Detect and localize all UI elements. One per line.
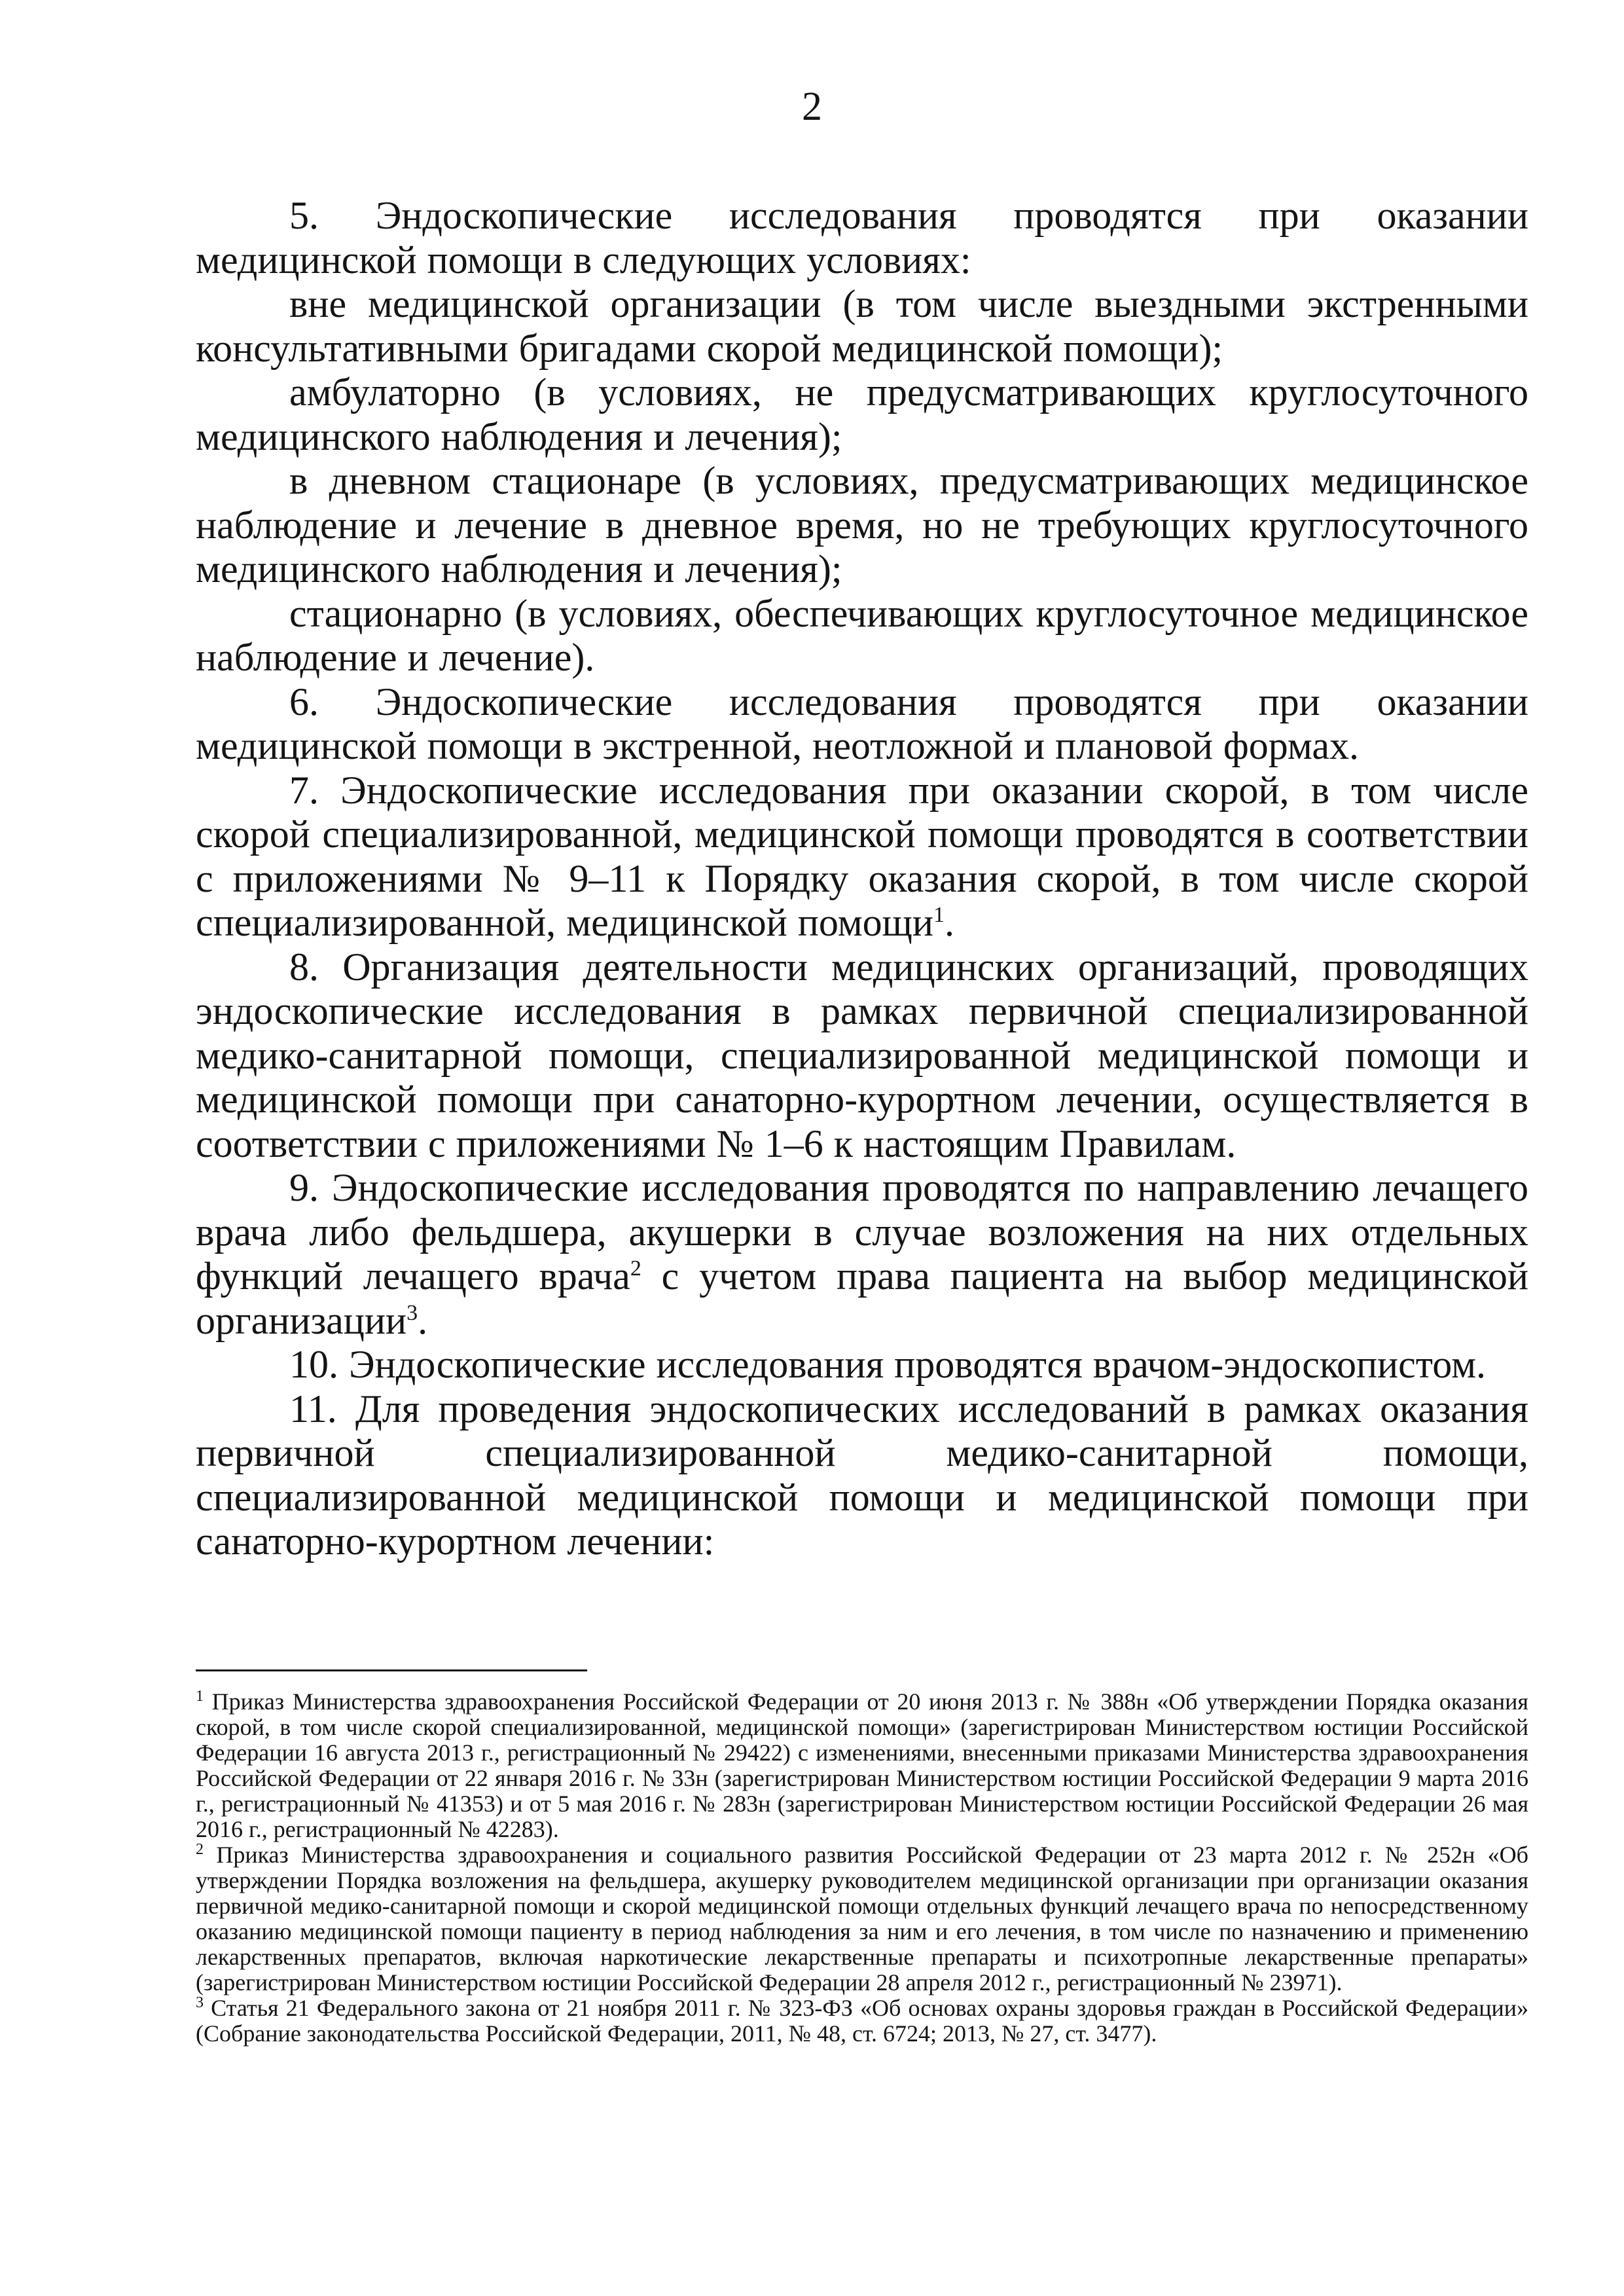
footnote-separator xyxy=(196,1669,587,1671)
paragraph-text: 10. Эндоскопические исследования проводятся врачом-эндоскопистом. xyxy=(289,1343,1487,1386)
paragraph-10 xyxy=(196,1343,1528,1387)
page-number: 2 xyxy=(802,84,822,129)
footnotes xyxy=(196,1689,1528,2047)
paragraph-text: 7. Эндоскопические исследования при оказании скорой, в том числе скорой специализированной, медицинской помощи проводятся в соответствии с приложениями № 9–11 к Порядку оказания скорой, в том числе скорой специализированной, медицинской помощи xyxy=(196,768,1528,944)
paragraph-text: амбулаторно (в условиях, не предусматривающих круглосуточного медицинского наблюдения и лечения); xyxy=(196,371,1528,458)
paragraph-7 xyxy=(196,769,1528,945)
paragraph-text: 9. Эндоскопические исследования проводятся по направлению лечащего врача либо фельдшера, акушерки в случае возложения на них отдельных функций лечащего врача xyxy=(196,1166,1528,1298)
footnote-text: Приказ Министерства здравоохранения Российской Федерации от 20 июня 2013 г. № 388н «Об утверждении Порядка оказания скорой, в том числе скорой специализированной, медицинской помощи» (зарегистрирован Министерством юстиции Российской Федерации 16 августа 2013 г., регистрационный № 29422) с изменениями, внесенными приказами Министерства здравоохранения Российской Федерации от 22 января 2016 г. № 33н (зарегистрирован Министерством юстиции Российской Федерации 9 марта 2016 г., регистрационный № 41353) и от 5 мая 2016 г. № 283н (зарегистрирован Министерством юстиции Российской Федерации 26 мая 2016 г., регистрационный № 42283). xyxy=(196,1688,1528,1842)
footnote-text: Статья 21 Федерального закона от 21 ноября 2011 г. № 323-ФЗ «Об основах охраны здоровья граждан в Российской Федерации» (Собрание законодательства Российской Федерации, 2011, № 48, ст. 6724; 2013, № 27, ст. 3477). xyxy=(196,1995,1528,2047)
footnote-3 xyxy=(196,1995,1528,2047)
paragraph-text: стационарно (в условиях, обеспечивающих круглосуточное медицинское наблюдение и лечение). xyxy=(196,591,1528,679)
main-text xyxy=(196,194,1528,1564)
footnote-mark: 1 xyxy=(196,1688,204,1705)
footnote-2 xyxy=(196,1842,1528,1995)
condition-inpatient xyxy=(196,592,1528,680)
paragraph-11 xyxy=(196,1387,1528,1564)
footnote-ref-1: 1 xyxy=(933,903,945,927)
paragraph-5 xyxy=(196,194,1528,282)
paragraph-tail: . xyxy=(944,901,954,944)
footnote-ref-3: 3 xyxy=(406,1300,418,1325)
footnote-ref-2: 2 xyxy=(630,1256,641,1281)
paragraph-6 xyxy=(196,680,1528,769)
paragraph-text: 11. Для проведения эндоскопических исследований в рамках оказания первичной специализированной медико-санитарной помощи, специализированной медицинской помощи и медицинской помощи при санаторно-курортном лечении: xyxy=(196,1387,1528,1563)
paragraph-text: в дневном стационаре (в условиях, предусматривающих медицинское наблюдение и лечение в дневное время, но не требующих круглосуточного медицинского наблюдения и лечения); xyxy=(196,459,1528,591)
footnote-1 xyxy=(196,1689,1528,1842)
condition-outpatient xyxy=(196,371,1528,459)
paragraph-8 xyxy=(196,945,1528,1167)
paragraph-tail: . xyxy=(418,1298,428,1342)
footnote-text: Приказ Министерства здравоохранения и социального развития Российской Федерации от 23 марта 2012 г. № 252н «Об утверждении Порядка возложения на фельдшера, акушерку руководителем медицинской организации при организации оказания первичной медико-санитарной помощи и скорой медицинской помощи отдельных функций лечащего врача по непосредственному оказанию медицинской помощи пациенту в период наблюдения за ним и его лечения, в том числе по назначению и применению лекарственных препаратов, включая наркотические лекарственные препараты и психотропные лекарственные препараты» (зарегистрирован Министерством юстиции Российской Федерации 28 апреля 2012 г., регистрационный № 23971). xyxy=(196,1842,1528,1995)
footnote-mark: 3 xyxy=(196,1994,204,2011)
condition-outside-organization xyxy=(196,282,1528,371)
paragraph-text: вне медицинской организации (в том числе выездными экстренными консультативными бригадами скорой медицинской помощи); xyxy=(196,282,1528,370)
condition-day-hospital xyxy=(196,459,1528,592)
footnote-mark: 2 xyxy=(196,1841,204,1858)
paragraph-text: 5. Эндоскопические исследования проводятся при оказании медицинской помощи в следующих условиях: xyxy=(196,194,1528,282)
paragraph-text: 8. Организация деятельности медицинских организаций, проводящих эндоскопические исследования в рамках первичной специализированной медико-санитарной помощи, специализированной медицинской помощи и медицинской помощи при санаторно-курортном лечении, осуществляется в соответствии с приложениями № 1–6 к настоящим Правилам. xyxy=(196,945,1528,1165)
paragraph-text-continued: с учетом права пациента на выбор медицинской организации xyxy=(196,1254,1529,1342)
paragraph-9 xyxy=(196,1166,1528,1343)
paragraph-text: 6. Эндоскопические исследования проводятся при оказании медицинской помощи в экстренной, неотложной и плановой формах. xyxy=(196,680,1528,767)
